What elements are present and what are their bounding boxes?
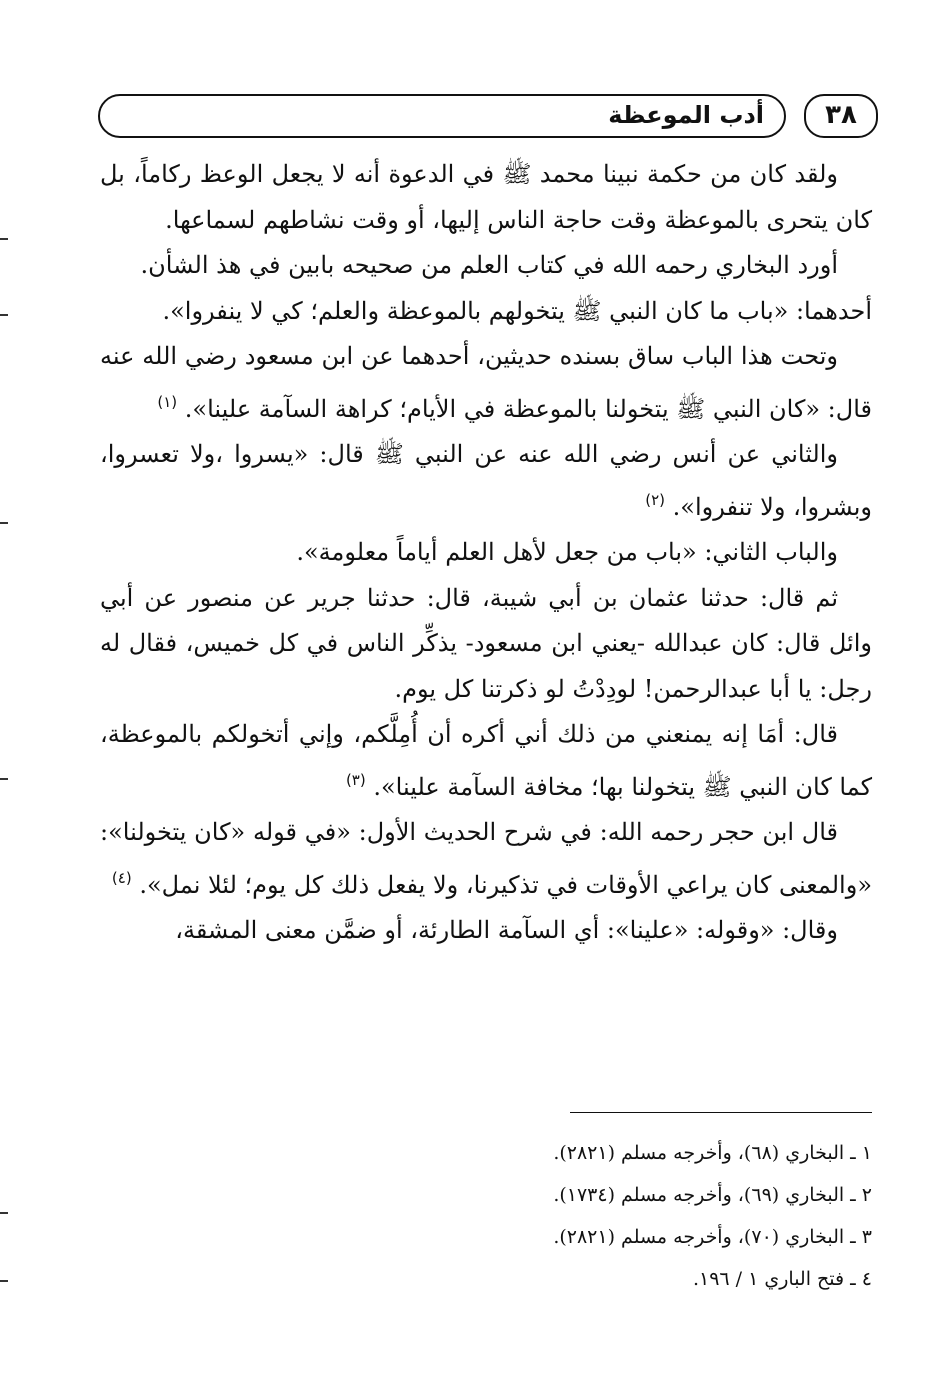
footnote-reference: (٢)	[645, 490, 666, 509]
footnote-separator	[570, 1112, 872, 1113]
footnote: ١ ـ البخاري (٦٨)، وأخرجه مسلم (٢٨٢١).	[553, 1142, 872, 1164]
scan-edge-mark	[0, 778, 8, 780]
scan-edge-mark	[0, 314, 8, 316]
paragraph: ثم قال: حدثنا عثمان بن أبي شيبة، قال: حدثنا جرير عن منصور عن أبي وائل قال: كان عبدالله -يعني ابن مسعود- يذكِّر الناس في كل خميس، فقال له رجل: يا أبا عبدالرحمن! لودِدْتُ لو ذكرتنا كل يوم.	[100, 583, 872, 703]
paragraph: والثاني عن أنس رضي الله عنه عن النبي ﷺ قال: «يسروا ،ولا تعسروا، وبشروا، ولا تنفروا». $^{(٢)}$	[100, 440, 872, 521]
paragraph: قال ابن حجر رحمه الله: في شرح الحديث الأول: «في قوله «كان يتخولنا»: «والمعنى كان يراعي الأوقات في تذكيرنا، ولا يفعل ذلك كل يوم؛ لئلا نمل». $^{(٤)}$	[100, 818, 872, 899]
page-number: ٣٨	[825, 100, 857, 130]
paragraph: وقال: «وقوله: «علينا»: أي السآمة الطارئة، أو ضمَّن معنى المشقة،	[175, 916, 838, 944]
paragraph: أورد البخاري رحمه الله في كتاب العلم من صحيحه بابين في هذ الشأن.	[140, 251, 838, 279]
footnote-reference: (٤)	[111, 868, 132, 887]
footnote-reference: (٣)	[345, 770, 366, 789]
footnotes	[100, 1132, 872, 1300]
footnote: ٢ ـ البخاري (٦٩)، وأخرجه مسلم (١٧٣٤).	[553, 1184, 872, 1206]
paragraph: والباب الثاني: «باب من جعل لأهل العلم أياماً معلومة».	[296, 538, 838, 566]
paragraph: وتحت هذا الباب ساق بسنده حديثين، أحدهما عن ابن مسعود رضي الله عنه قال: «كان النبي ﷺ يتخولنا بالموعظة في الأيام؛ كراهة السآمة علينا». $^{(١)}$	[100, 342, 872, 423]
scan-edge-mark	[0, 1280, 8, 1282]
paragraph: ولقد كان من حكمة نبينا محمد ﷺ في الدعوة أنه لا يجعل الوعظ ركاماً، بل كان يتحرى بالموعظة وقت حاجة الناس إليها، أو وقت نشاطهم لسماعها.	[100, 160, 872, 234]
footnote: ٤ ـ فتح الباري ١ / ١٩٦.	[692, 1268, 872, 1290]
scan-edge-mark	[0, 238, 8, 240]
footnote: ٣ ـ البخاري (٧٠)، وأخرجه مسلم (٢٨٢١).	[553, 1226, 872, 1248]
page-header	[98, 94, 878, 142]
running-title: أدب الموعظة	[608, 101, 764, 129]
scan-edge-mark	[0, 522, 8, 524]
scan-edge-mark	[0, 1212, 8, 1214]
paragraph: قال: أمَا إنه يمنعني من ذلك أني أكره أن أُمِلَّكم، وإني أتخولكم بالموعظة، كما كان النبي ﷺ يتخولنا بها؛ مخافة السآمة علينا». $^{(٣)}$	[100, 720, 872, 801]
footnote-reference: (١)	[157, 392, 178, 411]
main-text	[100, 152, 872, 954]
paragraph: أحدهما: «باب ما كان النبي ﷺ يتخولهم بالموعظة والعلم؛ كي لا ينفروا».	[162, 296, 872, 325]
